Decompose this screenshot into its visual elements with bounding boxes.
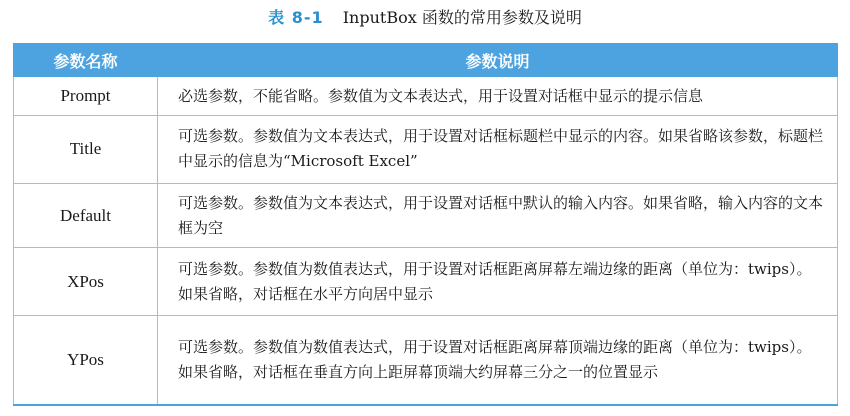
table-row <box>14 116 838 184</box>
parameter-name-cell: Default <box>14 183 158 248</box>
parameter-name-cell: XPos <box>14 248 158 316</box>
parameters-table <box>13 43 838 406</box>
parameter-name-cell: Prompt <box>14 77 158 116</box>
table-row <box>14 77 838 116</box>
parameter-description-cell: 可选参数。参数值为数值表达式，用于设置对话框距离屏幕左端边缘的距离（单位为：twips）。如果省略，对话框在水平方向居中显示 <box>158 248 838 316</box>
table-caption <box>0 4 850 32</box>
table-row <box>14 248 838 316</box>
parameter-description-cell: 可选参数。参数值为文本表达式，用于设置对话框标题栏中显示的内容。如果省略该参数，标题栏中显示的信息为“Microsoft Excel” <box>158 116 838 184</box>
table-title: InputBox 函数的常用参数及说明 <box>342 8 582 27</box>
header-parameter-description: 参数说明 <box>158 44 838 77</box>
table-header-row <box>14 44 838 77</box>
table-row <box>14 183 838 248</box>
table-number: 表 8-1 <box>268 8 324 27</box>
parameter-name-cell: YPos <box>14 316 158 405</box>
parameter-description-cell: 可选参数。参数值为文本表达式，用于设置对话框中默认的输入内容。如果省略，输入内容的文本框为空 <box>158 183 838 248</box>
parameter-description-cell: 可选参数。参数值为数值表达式，用于设置对话框距离屏幕顶端边缘的距离（单位为：twips）。如果省略，对话框在垂直方向上距屏幕顶端大约屏幕三分之一的位置显示 <box>158 316 838 405</box>
header-parameter-name: 参数名称 <box>14 44 158 77</box>
parameter-name-cell: Title <box>14 116 158 184</box>
parameter-description-cell: 必选参数，不能省略。参数值为文本表达式，用于设置对话框中显示的提示信息 <box>158 77 838 116</box>
table-row <box>14 316 838 405</box>
